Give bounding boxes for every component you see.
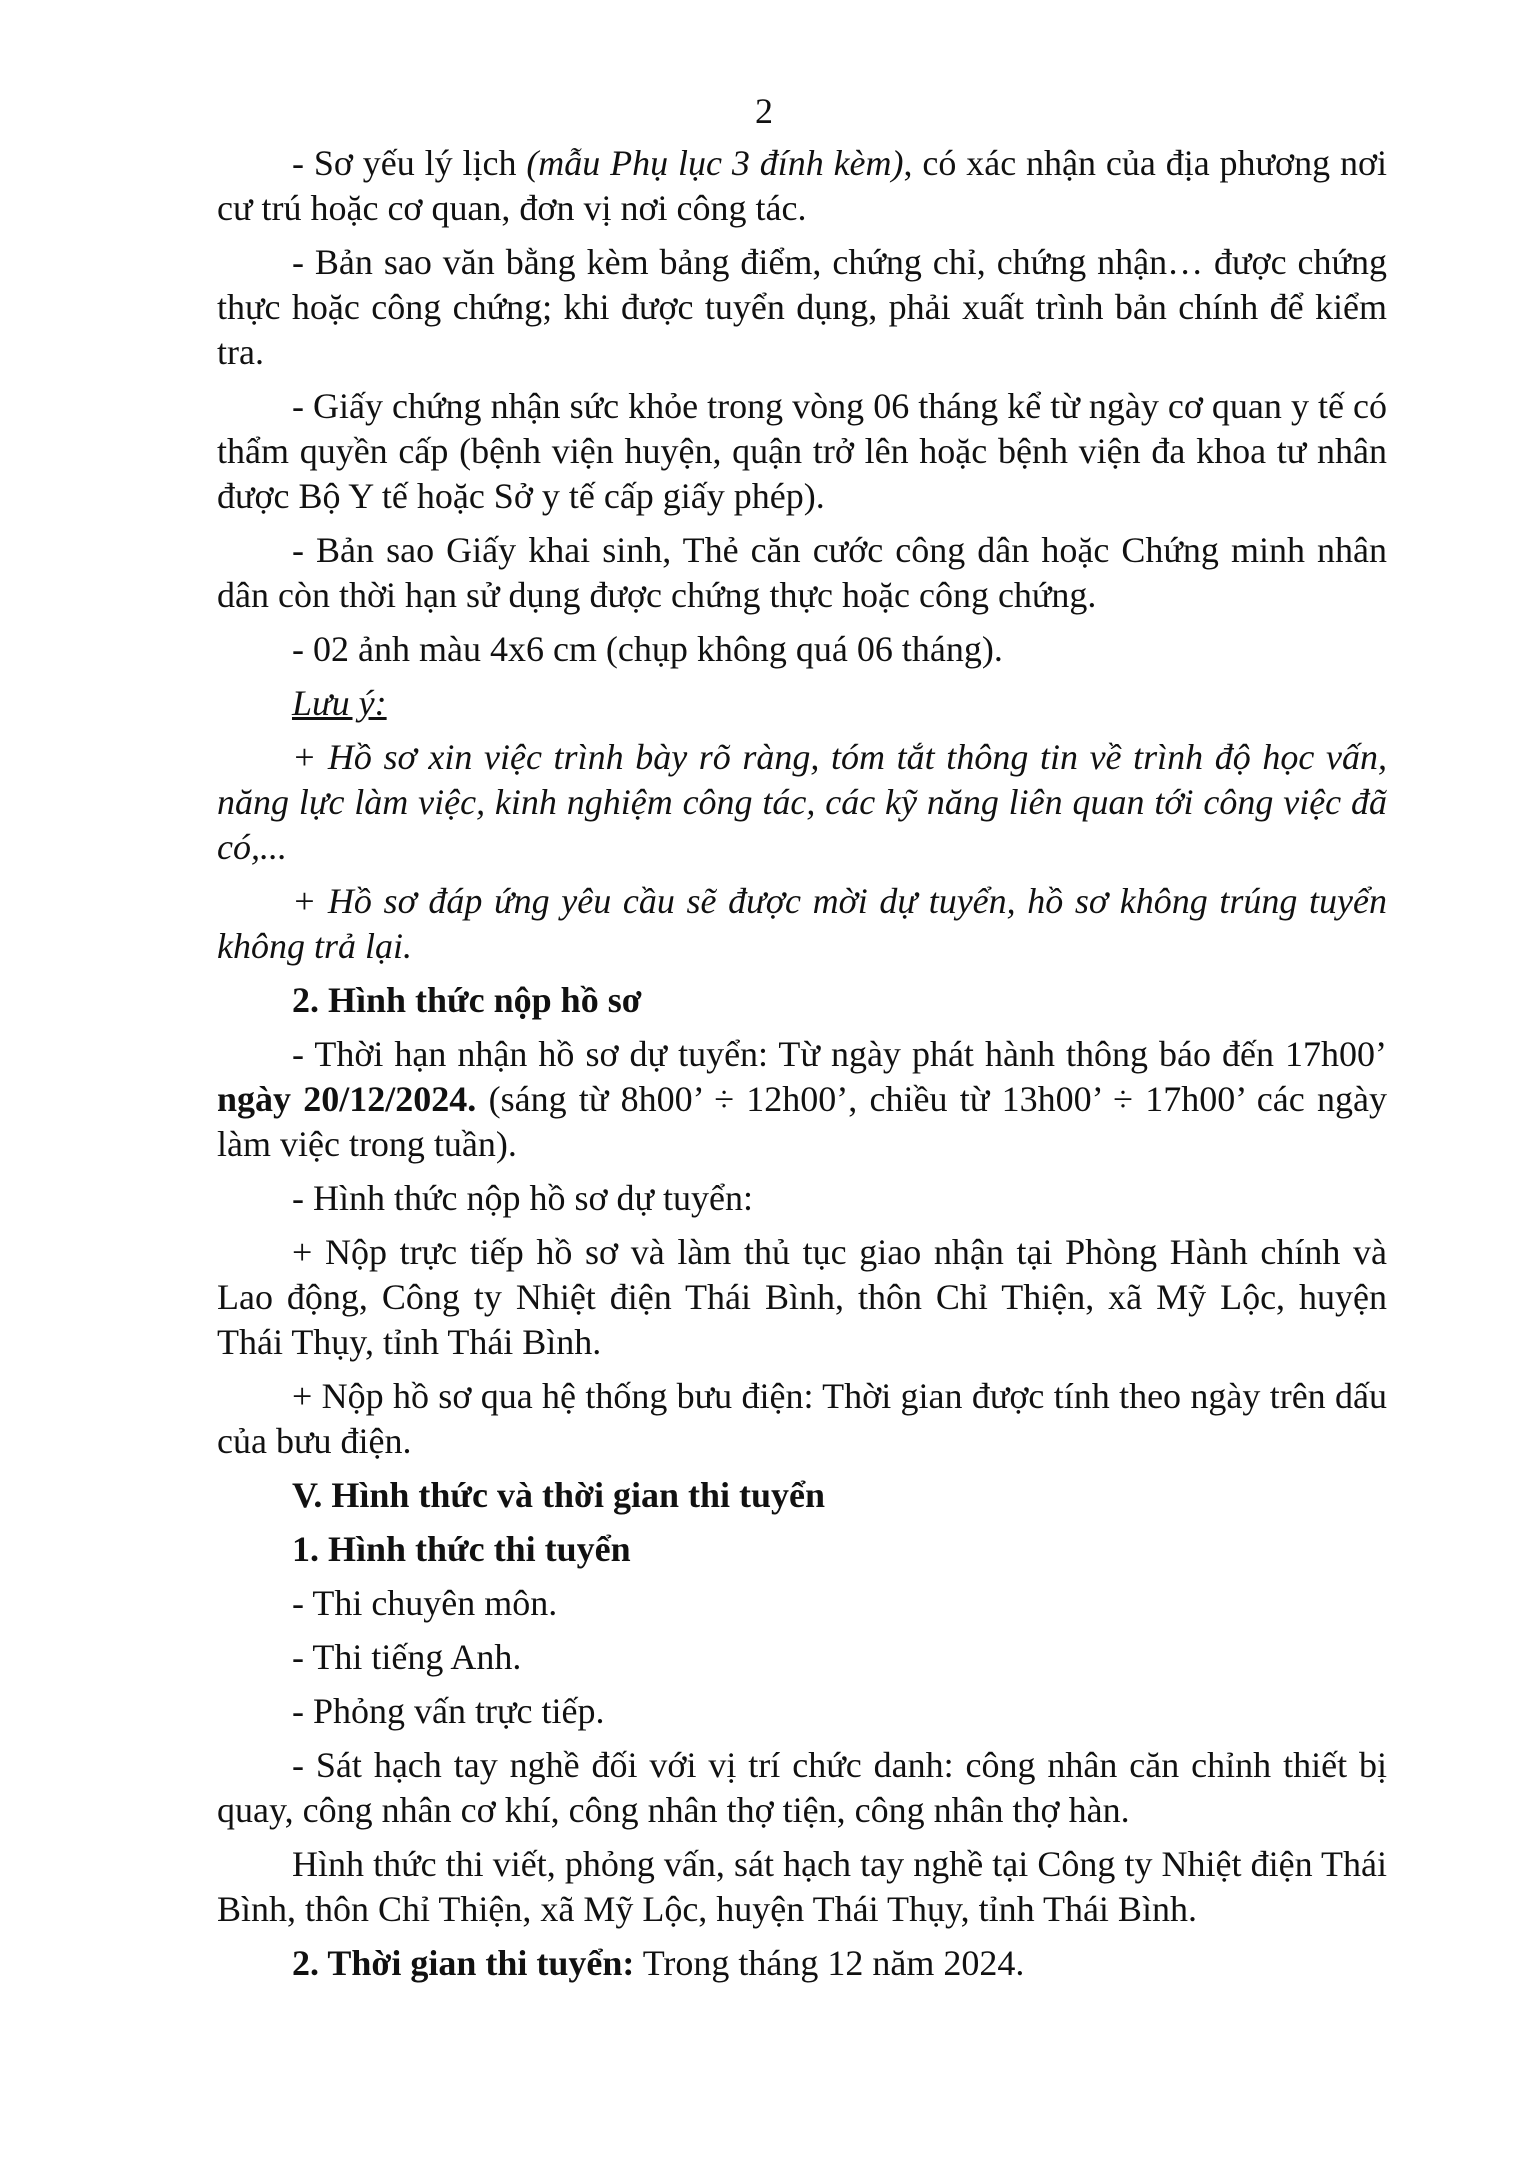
submission-methods-intro: - Hình thức nộp hồ sơ dự tuyển:: [292, 1178, 754, 1218]
document-body: [217, 141, 1387, 1986]
note-label: Lưu ý:: [292, 683, 387, 723]
deadline-text: - Thời hạn nhận hồ sơ dự tuyển: Từ ngày phát hành thông báo đến 17h00’: [292, 1034, 1387, 1074]
document-item-diplomas: - Bản sao văn bằng kèm bảng điểm, chứng chỉ, chứng nhận… được chứng thực hoặc công chứng; khi được tuyển dụng, phải xuất trình bản chính để kiểm tra.: [217, 242, 1387, 372]
submission-deadline: [217, 1032, 1387, 1167]
exam-form-item: - Sát hạch tay nghề đối với vị trí chức danh: công nhân căn chỉnh thiết bị quay, công nhân cơ khí, công nhân thợ tiện, công nhân thợ hàn.: [217, 1745, 1387, 1830]
document-item-text: , có xác nhận của địa phương nơi cư trú hoặc cơ quan, đơn vị nơi công tác.: [217, 143, 1387, 228]
exam-form-item: - Thi tiếng Anh.: [292, 1637, 522, 1677]
page-number: 2: [755, 91, 773, 131]
appendix-reference: (mẫu Phụ lục 3 đính kèm): [526, 143, 904, 183]
exam-time: [217, 1941, 1387, 1986]
submission-method-post: + Nộp hồ sơ qua hệ thống bưu điện: Thời gian được tính theo ngày trên dấu của bưu điện.: [217, 1376, 1387, 1461]
note-item: + Hồ sơ đáp ứng yêu cầu sẽ được mời dự tuyển, hồ sơ không trúng tuyển không trả lại.: [217, 881, 1387, 966]
note-label-line: [217, 681, 1387, 726]
document-item-identity-papers: - Bản sao Giấy khai sinh, Thẻ căn cước công dân hoặc Chứng minh nhân dân còn thời hạn sử dụng được chứng thực hoặc công chứng.: [217, 530, 1387, 615]
document-item-health-certificate: - Giấy chứng nhận sức khỏe trong vòng 06 tháng kể từ ngày cơ quan y tế có thẩm quyền cấp (bệnh viện huyện, quận trở lên hoặc bệnh viện đa khoa tư nhân được Bộ Y tế hoặc Sở y tế cấp giấy phép).: [217, 386, 1387, 516]
note-item: + Hồ sơ xin việc trình bày rõ ràng, tóm tắt thông tin về trình độ học vấn, năng lực làm việc, kinh nghiệm công tác, các kỹ năng liên quan tới công việc đã có,...: [217, 737, 1387, 867]
submission-heading: 2. Hình thức nộp hồ sơ: [292, 980, 642, 1020]
exam-form-item: - Phỏng vấn trực tiếp.: [292, 1691, 605, 1731]
exam-form-heading: 1. Hình thức thi tuyển: [292, 1529, 631, 1569]
deadline-hours: (sáng từ 8h00’ ÷ 12h00’, chiều từ 13h00’ ÷ 17h00’ các ngày làm việc trong tuần).: [217, 1079, 1387, 1164]
exam-section-heading: V. Hình thức và thời gian thi tuyển: [292, 1475, 825, 1515]
exam-time-value: Trong tháng 12 năm 2024.: [634, 1943, 1025, 1983]
exam-time-label: 2. Thời gian thi tuyển:: [292, 1943, 635, 1983]
exam-location: Hình thức thi viết, phỏng vấn, sát hạch tay nghề tại Công ty Nhiệt điện Thái Bình, thôn Chỉ Thiện, xã Mỹ Lộc, huyện Thái Thụy, tỉnh Thái Bình.: [217, 1844, 1387, 1929]
document-item-text: - Sơ yếu lý lịch: [292, 143, 527, 183]
submission-method-direct: + Nộp trực tiếp hồ sơ và làm thủ tục giao nhận tại Phòng Hành chính và Lao động, Công ty Nhiệt điện Thái Bình, thôn Chỉ Thiện, xã Mỹ Lộc, huyện Thái Thụy, tỉnh Thái Bình.: [217, 1232, 1387, 1362]
deadline-date: ngày 20/12/2024.: [217, 1079, 477, 1119]
document-item-cv: [217, 141, 1387, 231]
document-item-photos: - 02 ảnh màu 4x6 cm (chụp không quá 06 tháng).: [292, 629, 1003, 669]
exam-form-item: - Thi chuyên môn.: [292, 1583, 558, 1623]
